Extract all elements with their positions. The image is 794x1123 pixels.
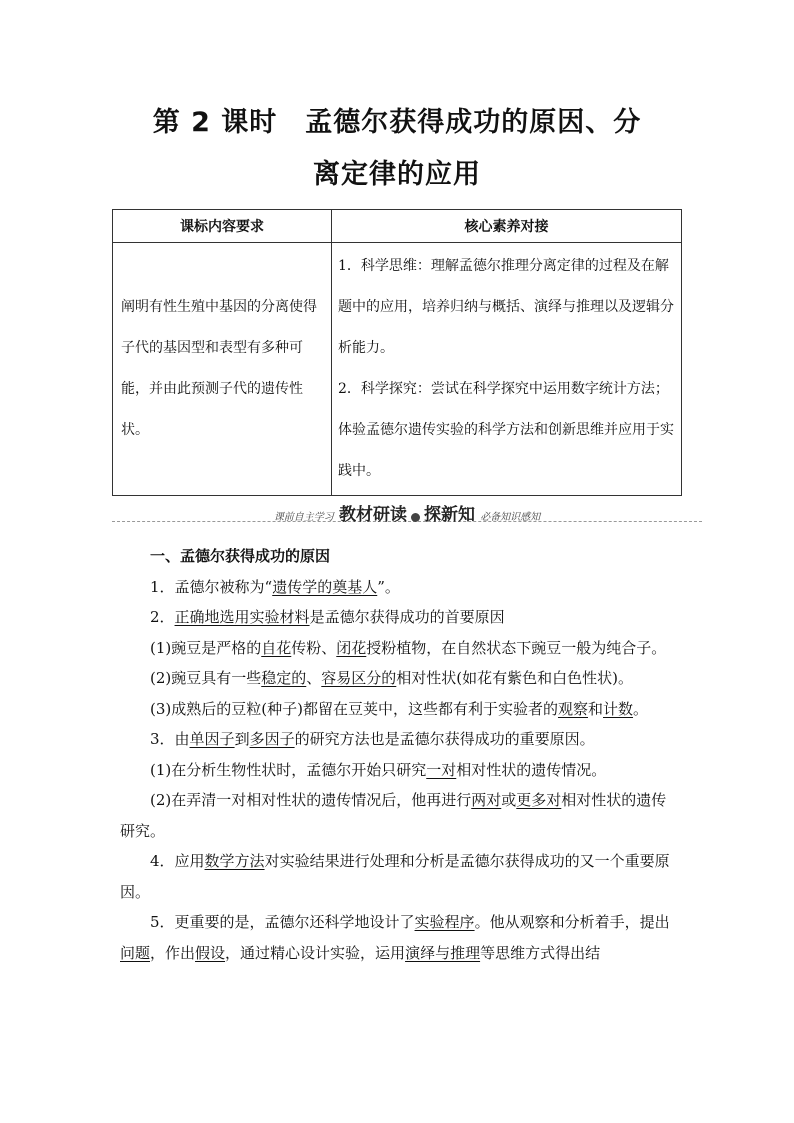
table-row xyxy=(113,243,682,496)
table-header-left: 课标内容要求 xyxy=(113,210,332,243)
paragraph-1: 1．孟德尔被称为“遗传学的奠基人”。 xyxy=(150,577,400,596)
paragraph-6: 3．由单因子到多因子的研究方法也是孟德尔获得成功的重要原因。 xyxy=(150,730,595,748)
underlined-term: 实验程序 xyxy=(414,913,475,931)
banner-title-a: 教材研读 xyxy=(339,505,407,525)
core-literacy-item-2: 2．科学探究：尝试在科学探究中运用数字统计方法；体验孟德尔遗传实验的科学方法和创新思维并应用于实践中。 xyxy=(338,381,674,479)
banner-right-caption: 必备知识感知 xyxy=(480,512,541,523)
curriculum-requirement-cell: 阐明有性生殖中基因的分离使得子代的基因型和表型有多种可能，并由此预测子代的遗传性状。 xyxy=(113,243,332,496)
page-title-line2: 离定律的应用 xyxy=(313,159,481,190)
core-literacy-item-1: 1．科学思维：理解孟德尔推理分离定律的过程及在解题中的应用，培养归纳与概括、演绎与推理以及逻辑分析能力。 xyxy=(338,258,674,356)
paragraph-2: 2．正确地选用实验材料是孟德尔获得成功的首要原因 xyxy=(150,608,505,626)
underlined-term: 多因子 xyxy=(249,730,295,748)
page-title-line1: 第 2 课时 孟德尔获得成功的原因、分 xyxy=(152,107,642,138)
underlined-term: 正确地选用实验材料 xyxy=(174,608,310,626)
underlined-term: 自花 xyxy=(261,638,292,657)
underlined-term: 数学方法 xyxy=(204,852,265,870)
underlined-term: 容易区分的 xyxy=(321,669,397,687)
underlined-term: 假设 xyxy=(195,943,226,962)
underlined-term: 更多对 xyxy=(516,791,562,809)
underlined-term: 两对 xyxy=(471,791,502,809)
paragraph-3: (1)豌豆是严格的自花传粉、闭花授粉植物，在自然状态下豌豆一般为纯合子。 xyxy=(150,638,667,657)
underlined-term: 遗传学的奠基人 xyxy=(272,577,378,596)
underlined-term: 演绎与推理 xyxy=(405,943,481,962)
paragraph-10: 5．更重要的是，孟德尔还科学地设计了实验程序。他从观察和分析着手，提出问题，作出假设，通过精心设计实验，运用演绎与推理等思维方式得出结 xyxy=(120,913,670,962)
underlined-term: 计数 xyxy=(603,699,634,718)
paragraph-8: (2)在弄清一对相对性状的遗传情况后，他再进行两对或更多对相对性状的遗传研究。 xyxy=(120,791,667,840)
underlined-term: 一对 xyxy=(426,760,457,779)
banner-title-b: 探新知 xyxy=(424,505,475,525)
underlined-term: 观察 xyxy=(557,699,588,718)
paragraph-5: (3)成熟后的豆粒(种子)都留在豆荚中，这些都有利于实验者的观察和计数。 xyxy=(150,699,649,718)
section-heading: 一、孟德尔获得成功的原因 xyxy=(150,547,331,565)
underlined-term: 问题 xyxy=(120,943,151,962)
standards-table xyxy=(112,209,682,496)
banner-left-caption: 课前自主学习 xyxy=(273,512,334,523)
core-literacy-cell xyxy=(332,243,682,496)
section-body xyxy=(120,541,680,968)
paragraph-7: (1)在分析生物性状时，孟德尔开始只研究一对相对性状的遗传情况。 xyxy=(150,760,607,779)
underlined-term: 单因子 xyxy=(189,730,235,748)
underlined-term: 稳定的 xyxy=(261,669,307,687)
bullet-dot-icon xyxy=(411,513,420,522)
section-banner xyxy=(112,500,702,526)
table-header-right: 核心素养对接 xyxy=(332,210,682,243)
underlined-term: 闭花 xyxy=(336,638,367,657)
table-header-row xyxy=(113,210,682,243)
paragraph-9: 4．应用数学方法对实验结果进行处理和分析是孟德尔获得成功的又一个重要原因。 xyxy=(120,852,670,901)
paragraph-4: (2)豌豆具有一些稳定的、容易区分的相对性状(如花有紫色和白色性状)。 xyxy=(150,669,634,687)
